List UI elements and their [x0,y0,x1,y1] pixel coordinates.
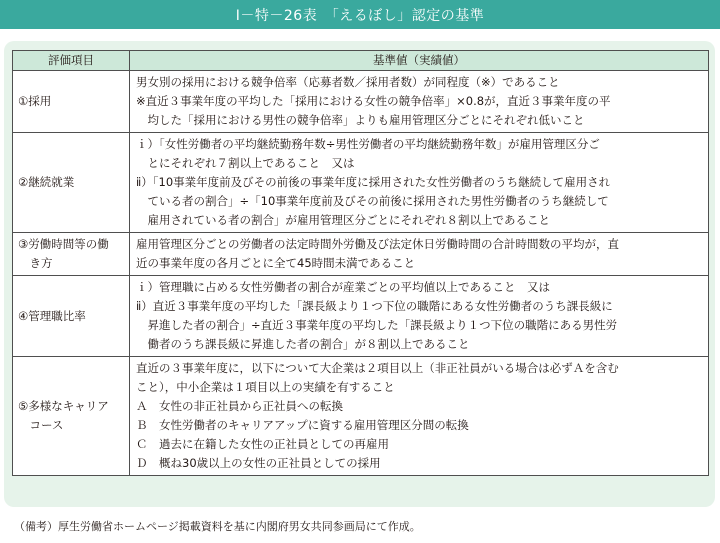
table-header-row [13,51,709,71]
row-criteria [130,71,709,133]
row-item-line: ③労働時間等の働 [18,237,109,251]
criteria-line: Ｄ 概ね30歳以上の女性の正社員としての採用 [136,456,381,470]
criteria-line: 雇用されている者の割合」が雇用管理区分ごとにそれぞれ８割以上であること [136,213,550,227]
row-item [13,71,130,133]
criteria-line: 近の事業年度の各月ごとに全て45時間未満であること [136,256,416,270]
row-item-line: ⑤多様なキャリア [18,399,109,413]
table-row [13,276,709,357]
row-criteria [130,276,709,357]
criteria-line: 男女別の採用における競争倍率（応募者数／採用者数）が同程度（※）であること [136,75,560,89]
row-item-line: ④管理職比率 [18,308,86,323]
criteria-line: ｉ）管理職に占める女性労働者の割合が産業ごとの平均値以上であること 又は [136,280,550,294]
criteria-line: ※直近３事業年度の平均した「採用における女性の競争倍率」×0.8が，直近３事業年度の平 [136,94,611,108]
table-title: Ⅰ－特－26表 「えるぼし」認定の基準 [0,0,720,29]
row-item-line: コース [18,418,64,432]
criteria-line: ている者の割合」÷「10事業年度前及びその前後に採用された男性労働者のうち継続して [136,194,609,208]
row-item-line: ①採用 [18,94,52,108]
row-item [13,233,130,276]
criteria-line: 直近の３事業年度に，以下について大企業は２項目以上（非正社員がいる場合は必ずＡを含む [136,361,619,375]
table-row [13,357,709,476]
criteria-line: 昇進した者の割合」÷直近３事業年度の平均した「課長級より１つ下位の職階にある男性労 [136,318,618,332]
row-criteria [130,233,709,276]
criteria-line: Ｂ 女性労働者のキャリアアップに資する雇用管理区分間の転換 [136,418,469,432]
table-row [13,71,709,133]
row-item [13,357,130,476]
criteria-line: ⅱ）直近３事業年度の平均した「課長級より１つ下位の職階にある女性労働者のうち課長級に [136,299,613,313]
row-item-line: ②継続就業 [18,175,75,189]
criteria-table [12,50,709,476]
header-item: 評価項目 [13,51,130,71]
table-row [13,133,709,233]
row-item [13,133,130,233]
row-item-line: き方 [18,256,53,270]
source-note: （備考）厚生労働省ホームページ掲載資料を基に内閣府男女共同参画局にて作成。 [14,520,421,533]
row-item [13,276,130,357]
criteria-line: Ａ 女性の非正社員から正社員への転換 [136,399,343,413]
criteria-line: 雇用管理区分ごとの労働者の法定時間外労働及び法定休日労働時間の合計時間数の平均が，直 [136,237,619,251]
criteria-line: とにそれぞれ７割以上であること 又は [136,156,355,170]
criteria-line: こと），中小企業は１項目以上の実績を有すること [136,380,395,394]
table-panel [4,41,715,507]
criteria-line: 均した「採用における男性の競争倍率」よりも雇用管理区分ごとにそれぞれ低いこと [136,113,585,127]
header-criteria: 基準値（実績値） [130,51,709,71]
table-row [13,233,709,276]
row-criteria [130,133,709,233]
criteria-line: ⅱ）「10事業年度前及びその前後の事業年度に採用された女性労働者のうち継続して雇用され [136,175,611,189]
criteria-line: Ｃ 過去に在籍した女性の正社員としての再雇用 [136,437,389,451]
criteria-line: ｉ）「女性労働者の平均継続勤務年数÷男性労働者の平均継続勤務年数」が雇用管理区分ご [136,137,600,151]
row-criteria [130,357,709,476]
criteria-line: 働者のうち課長級に昇進した者の割合」が８割以上であること [136,337,470,351]
